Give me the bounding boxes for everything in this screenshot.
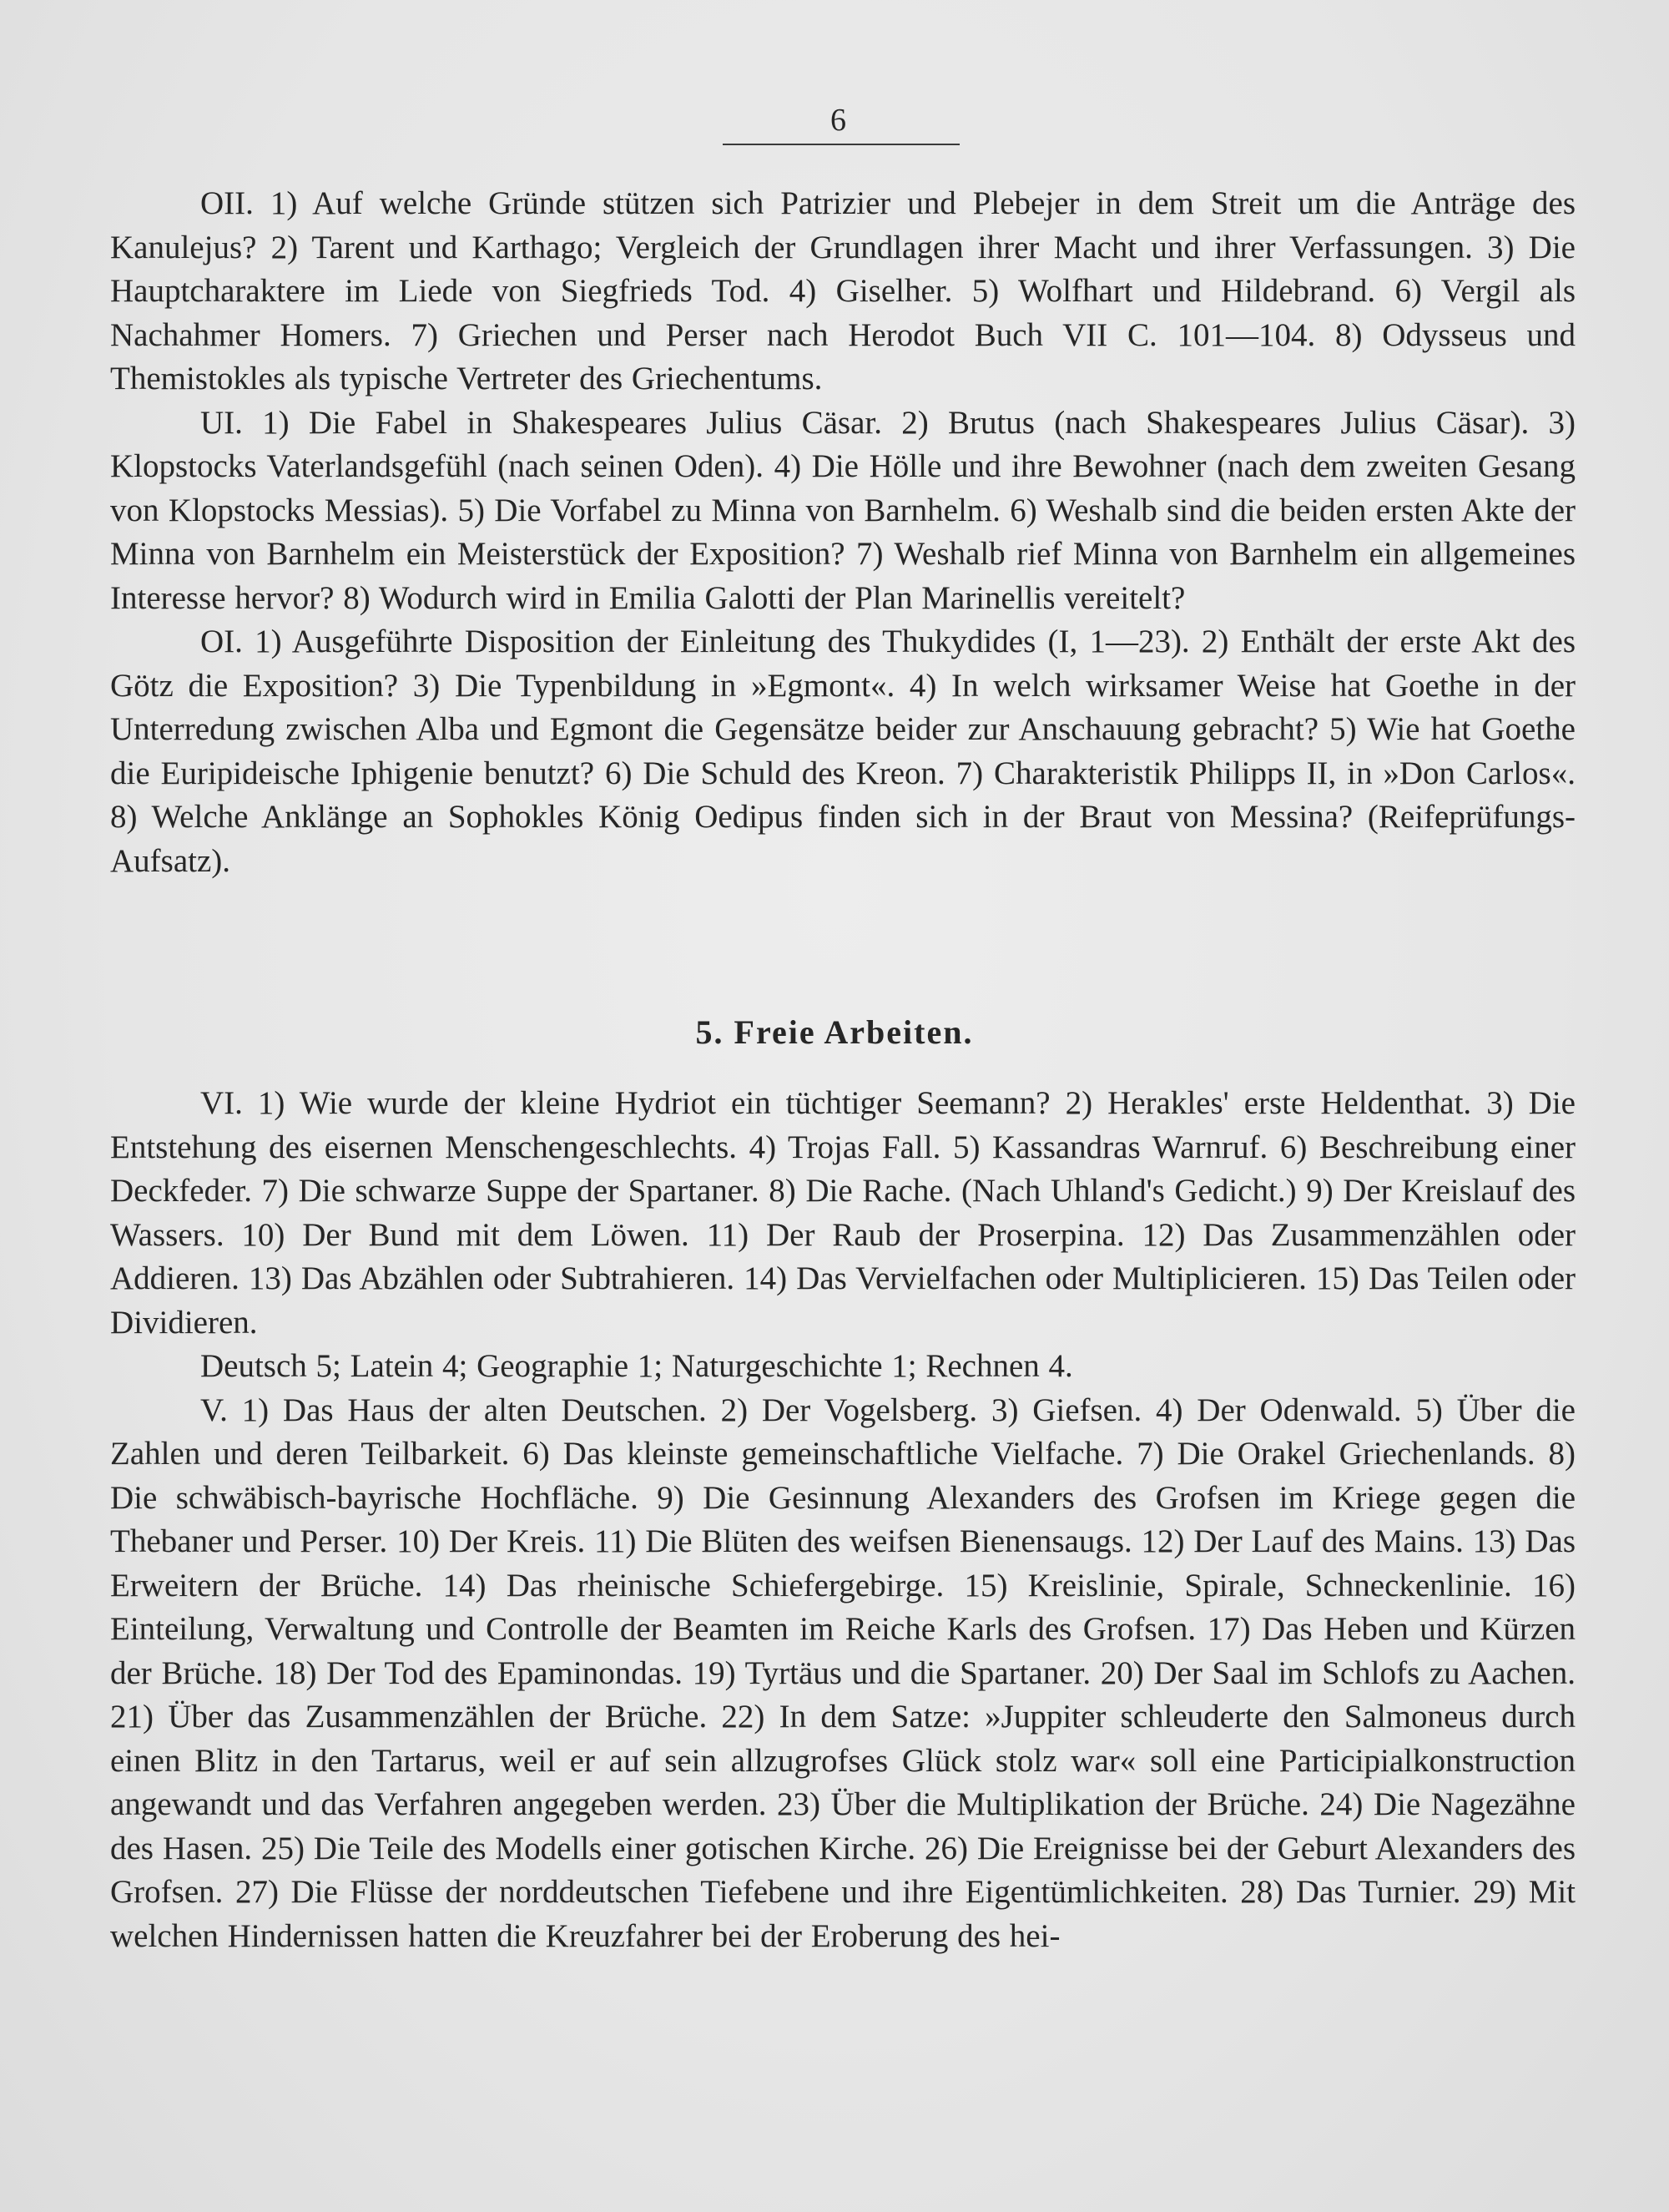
essay-topics-upper — [110, 182, 1576, 883]
paragraph-oi: OI. 1) Ausgeführte Disposition der Einleitung des Thukydides (I, 1—23). 2) Enthält der erste Akt des Götz die Exposition? 3) Die Typenbildung in »Egmont«. 4) In welch wirksamer Weise hat Goethe in der Unterredung zwischen Alba und Egmont die Gegensätze beider zur Anschauung gebracht? 5) Wie hat Goethe die Euripideische Iphigenie benutzt? 6) Die Schuld des Kreon. 7) Charakteristik Philipps II, in »Don Carlos«. 8) Welche Anklänge an Sophokles König Oedipus finden sich in der Braut von Messina? (Reifeprüfungs-Aufsatz). — [110, 624, 1576, 879]
paragraph-subject-hours: Deutsch 5; Latein 4; Geographie 1; Naturgeschichte 1; Rechnen 4. — [200, 1348, 1073, 1384]
essay-topics-lower — [110, 1082, 1576, 1958]
paragraph-oii: OII. 1) Auf welche Gründe stützen sich Patrizier und Plebejer in dem Streit um die Anträge des Kanulejus? 2) Tarent und Karthago; Vergleich der Grundlagen ihrer Macht und ihrer Verfassungen. 3) Die Hauptcharaktere im Liede von Siegfrieds Tod. 4) Giselher. 5) Wolfhart und Hildebrand. 6) Vergil als Nachahmer Homers. 7) Griechen und Perser nach Herodot Buch VII C. 101—104. 8) Odysseus und Themistokles als typische Vertreter des Griechentums. — [110, 185, 1576, 396]
header-rule — [723, 144, 960, 145]
paragraph-ui: UI. 1) Die Fabel in Shakespeares Julius Cäsar. 2) Brutus (nach Shakespeares Julius Cäsar). 3) Klopstocks Vaterlandsgefühl (nach seinen Oden). 4) Die Hölle und ihre Bewohner (nach dem zweiten Gesang von Klopstocks Messias). 5) Die Vorfabel zu Minna von Barnhelm. 6) Weshalb sind die beiden ersten Akte der Minna von Barnhelm ein Meisterstück der Exposition? 7) Weshalb rief Minna von Barnhelm ein allgemeines Interesse hervor? 8) Wodurch wird in Emilia Galotti der Plan Marinellis vereitelt? — [110, 404, 1576, 616]
page-number: 6 — [830, 103, 847, 138]
paragraph-v: V. 1) Das Haus der alten Deutschen. 2) Der Vogelsberg. 3) Giefsen. 4) Der Odenwald. 5) Über die Zahlen und deren Teilbarkeit. 6) Das kleinste gemeinschaftliche Vielfache. 7) Die Orakel Griechenlands. 8) Die schwäbisch-bayrische Hochfläche. 9) Die Gesinnung Alexanders des Grofsen im Kriege gegen die Thebaner und Perser. 10) Der Kreis. 11) Die Blüten des weifsen Bienensaugs. 12) Der Lauf des Mains. 13) Das Erweitern der Brüche. 14) Das rheinische Schiefergebirge. 15) Kreislinie, Spirale, Schneckenlinie. 16) Einteilung, Verwaltung und Controlle der Beamten im Reiche Karls des Grofsen. 17) Das Heben und Kürzen der Brüche. 18) Der Tod des Epaminondas. 19) Tyrtäus und die Spartaner. 20) Der Saal im Schlofs zu Aachen. 21) Über das Zusammenzählen der Brüche. 22) In dem Satze: »Juppiter schleuderte den Salmoneus durch einen Blitz in den Tartarus, weil er auf sein allzugrofses Glück stolz war« soll eine Participialkonstruction angewandt und das Verfahren angegeben werden. 23) Über die Multiplikation der Brüche. 24) Die Nagezähne des Hasen. 25) Die Teile des Modells einer gotischen Kirche. 26) Die Ereignisse bei der Geburt Alexanders des Grofsen. 27) Die Flüsse der norddeutschen Tiefebene und ihre Eigentümlichkeiten. 28) Das Turnier. 29) Mit welchen Hindernissen hatten die Kreuzfahrer bei der Eroberung des hei- — [110, 1391, 1576, 1954]
paragraph-vi: VI. 1) Wie wurde der kleine Hydriot ein tüchtiger Seemann? 2) Herakles' erste Heldenthat. 3) Die Entstehung des eisernen Menschengeschlechts. 4) Trojas Fall. 5) Kassandras Warnruf. 6) Beschreibung einer Deckfeder. 7) Die schwarze Suppe der Spartaner. 8) Die Rache. (Nach Uhland's Gedicht.) 9) Der Kreislauf des Wassers. 10) Der Bund mit dem Löwen. 11) Der Raub der Proserpina. 12) Das Zusammenzählen oder Addieren. 13) Das Abzählen oder Subtrahieren. 14) Das Vervielfachen oder Multiplicieren. 15) Das Teilen oder Dividieren. — [110, 1085, 1576, 1341]
section-heading: 5. Freie Arbeiten. — [695, 1013, 974, 1051]
